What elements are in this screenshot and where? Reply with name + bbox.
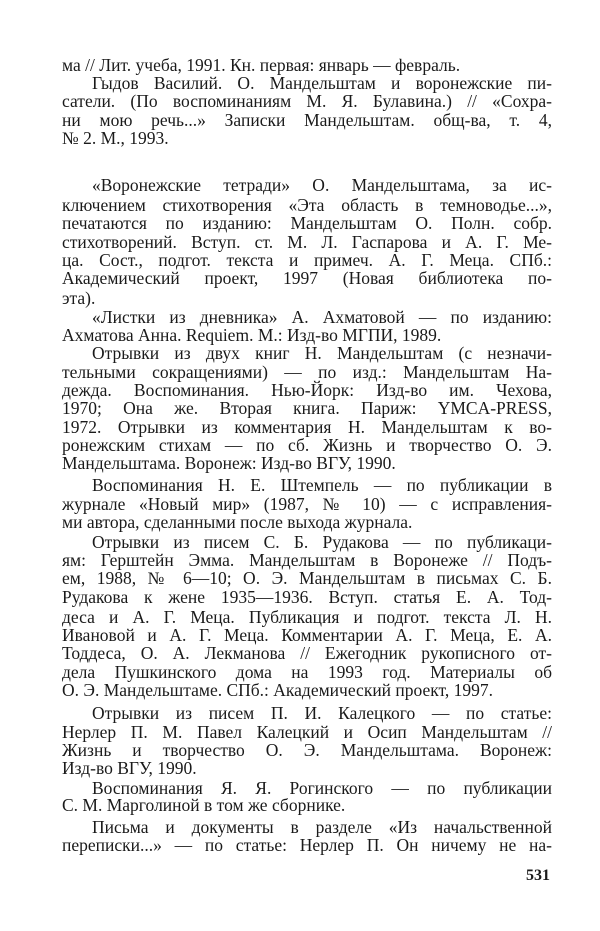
text-line: Воспоминания Я. Я. Рогинского — по публикации [92,778,552,798]
text-line: ми автора, сделанными после выхода журнала. [62,512,413,532]
text-line: Ивановой и А. Г. Меца. Комментарии А. Г. Меца, Е. А. [62,625,552,645]
text-line: Изд-во ВГУ, 1990. [62,758,197,778]
text-line: Гыдов Василий. О. Мандельштам и воронежские пи- [92,73,552,93]
text-line: Нерлер П. М. Павел Калецкий и Осип Мандельштам // [62,722,552,742]
text-line: сатели. (По воспоминаниям М. Я. Булавина.) // «Сохра- [62,91,552,111]
text-line: Мандельштама. Воронеж: Изд-во ВГУ, 1990. [62,453,396,473]
text-line: тельными сокращениями) — по изд.: Мандельштам На- [62,362,552,382]
text-line: Тоддеса, О. А. Лекманова // Ежегодник рукописного от- [62,643,552,663]
text-line: «Воронежские тетради» О. Мандельштама, за ис- [92,175,552,195]
text-line: ма // Лит. учеба, 1991. Кн. первая: январь — февраль. [62,55,461,75]
page-number: 531 [526,867,550,884]
text-line: ца. Сост., подгот. текста и примеч. А. Г. Меца. СПб.: [62,250,552,270]
text-line: С. М. Марголиной в том же сборнике. [62,795,346,815]
text-line: Письма и документы в разделе «Из начальственной [92,817,552,837]
text-line: ключением стихотворения «Эта область в темноводье...», [62,195,552,215]
text-line: Отрывки из писем С. Б. Рудакова — по публикаци- [92,532,552,552]
text-line: стихотворений. Вступ. ст. М. Л. Гаспарова и А. Г. Ме- [62,232,552,252]
text-line: Воспоминания Н. Е. Штемпель — по публикации в [92,475,552,495]
text-line: печатаются по изданию: Мандельштам О. Полн. собр. [62,213,552,233]
text-line: Ахматова Анна. Requiem. М.: Изд-во МГПИ, 1989. [62,325,442,345]
text-line: ям: Герштейн Эмма. Мандельштам в Воронеже // Подъ- [62,550,552,570]
text-line: О. Э. Мандельштаме. СПб.: Академический проект, 1997. [62,680,493,700]
text-line: Отрывки из двух книг Н. Мандельштам (с незначи- [92,343,552,363]
text-line: деса и А. Г. Меца. Публикация и подгот. текста Л. Н. [62,607,552,627]
text-line: № 2. М., 1993. [62,128,169,148]
text-line: ни мою речь...» Записки Мандельштам. общ-ва, т. 4, [62,110,552,130]
text-line: Рудакова к жене 1935—1936. Вступ. статья Е. А. Тод- [62,587,552,607]
text-line: 1970; Она же. Вторая книга. Париж: YMCA-PRESS, [62,398,552,418]
text-line: переписки...» — по статье: Нерлер П. Он ничему не на- [62,835,552,855]
text-line: Отрывки из писем П. И. Калецкого — по статье: [92,703,552,723]
text-line: «Листки из дневника» А. Ахматовой — по изданию: [92,307,552,327]
text-line: Академический проект, 1997 (Новая библиотека по- [62,268,552,288]
text-line: дела Пушкинского дома на 1993 год. Материалы об [62,662,552,682]
text-line: журнале «Новый мир» (1987, № 10) — с исправления- [62,494,552,514]
text-line: дежда. Воспоминания. Нью-Йорк: Изд-во им. Чехова, [62,380,552,400]
text-line: ронежским стихам — по сб. Жизнь и творчество О. Э. [62,435,552,455]
text-line: ем, 1988, № 6—10; О. Э. Мандельштам в письмах С. Б. [62,568,552,588]
text-line: 1972. Отрывки из комментария Н. Мандельштам к во- [62,417,552,437]
text-line: эта). [62,288,96,308]
text-line: Жизнь и творчество О. Э. Мандельштама. Воронеж: [62,740,552,760]
